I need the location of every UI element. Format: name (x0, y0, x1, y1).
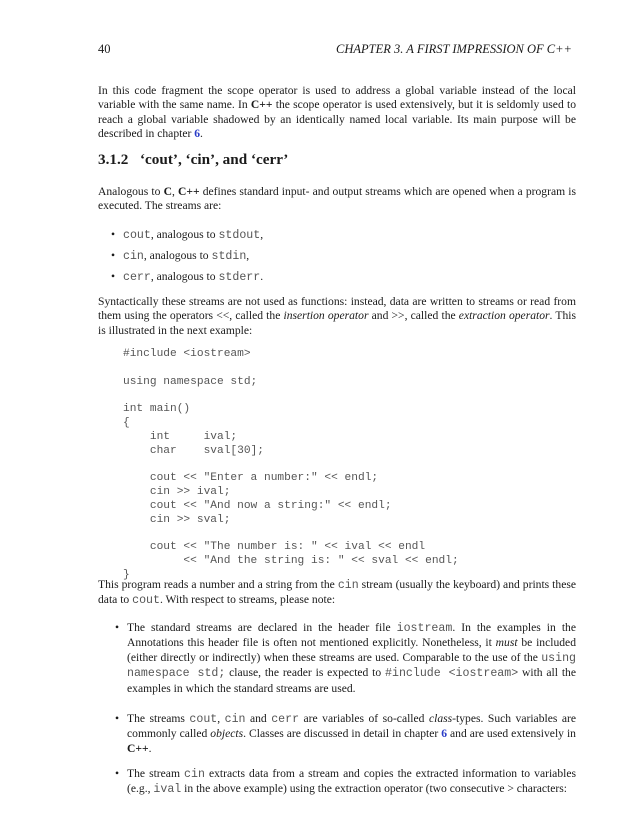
chapter-link[interactable]: 6 (441, 727, 448, 741)
bullet-icon: • (111, 270, 116, 283)
syntax-paragraph: Syntactically these streams are not used as functions: instead, data are written to streams or read from them using the operators <<, called the insertion operator and >>, called the extraction operator. This is illustrated in the next example: (98, 295, 577, 337)
code-example: #include <iostream> using namespace std; int main() { int ival; char sval[30]; cout << "Enter a number:" << endl; cin >> ival; cout << "And now a string:" << endl; cin >> sval; cout << "The number is: " << ival << endl << "And the string is: " << sval << endl; } (123, 348, 459, 581)
intro-paragraph: In this code fragment the scope operator is used to address a global variable instead of the local variable with the same name. In C++ the scope operator is used extensively, but it is seldomly used to reach a global variable shadowed by an identically named local variable. Its main purpose will be described in chapter 6. (98, 84, 576, 141)
note-item (115, 621, 576, 696)
note-item (115, 712, 576, 756)
bullet-icon: • (115, 767, 120, 780)
note-text: The stream cin extracts data from a stream and copies the extracted information to variables (e.g., ival in the above example) using the extraction operator (two consecutive > characters: (127, 767, 576, 797)
section-heading (98, 151, 288, 169)
bullet-icon: • (111, 228, 116, 241)
section-number: 3.1.2 (98, 151, 129, 168)
page-number: 40 (98, 42, 111, 56)
note-text: The streams cout, cin and cerr are variables of so-called class-types. Such variables are commonly called objects. Classes are discussed in detail in chapter 6 and are used extensively in C++. (127, 712, 577, 755)
section-title: ‘cout’, ‘cin’, and ‘cerr’ (140, 151, 289, 168)
note-text: The standard streams are declared in the header file iostream. In the examples in the Annotations this header file is often not mentioned explicitly. Nonetheless, it must be included (either directly or indirectly) when these streams are used. Comparable to the use of the using namespace std; clause, the reader is expected to #include <iostream> with all the examples in which the standard streams are used. (127, 621, 576, 695)
bullet-icon: • (111, 249, 116, 262)
bullet-icon: • (115, 712, 120, 725)
note-item (115, 767, 576, 798)
streams-paragraph: Analogous to C, C++ defines standard input- and output streams which are opened when a program is executed. The streams are: (98, 185, 577, 213)
bullet-icon: • (115, 621, 120, 634)
after-code-paragraph: This program reads a number and a string from the cin stream (usually the keyboard) and prints these data to cout. With respect to streams, please note: (98, 578, 576, 608)
running-chapter-title: CHAPTER 3. A FIRST IMPRESSION OF C++ (336, 42, 572, 56)
chapter-link[interactable]: 6 (194, 127, 201, 141)
